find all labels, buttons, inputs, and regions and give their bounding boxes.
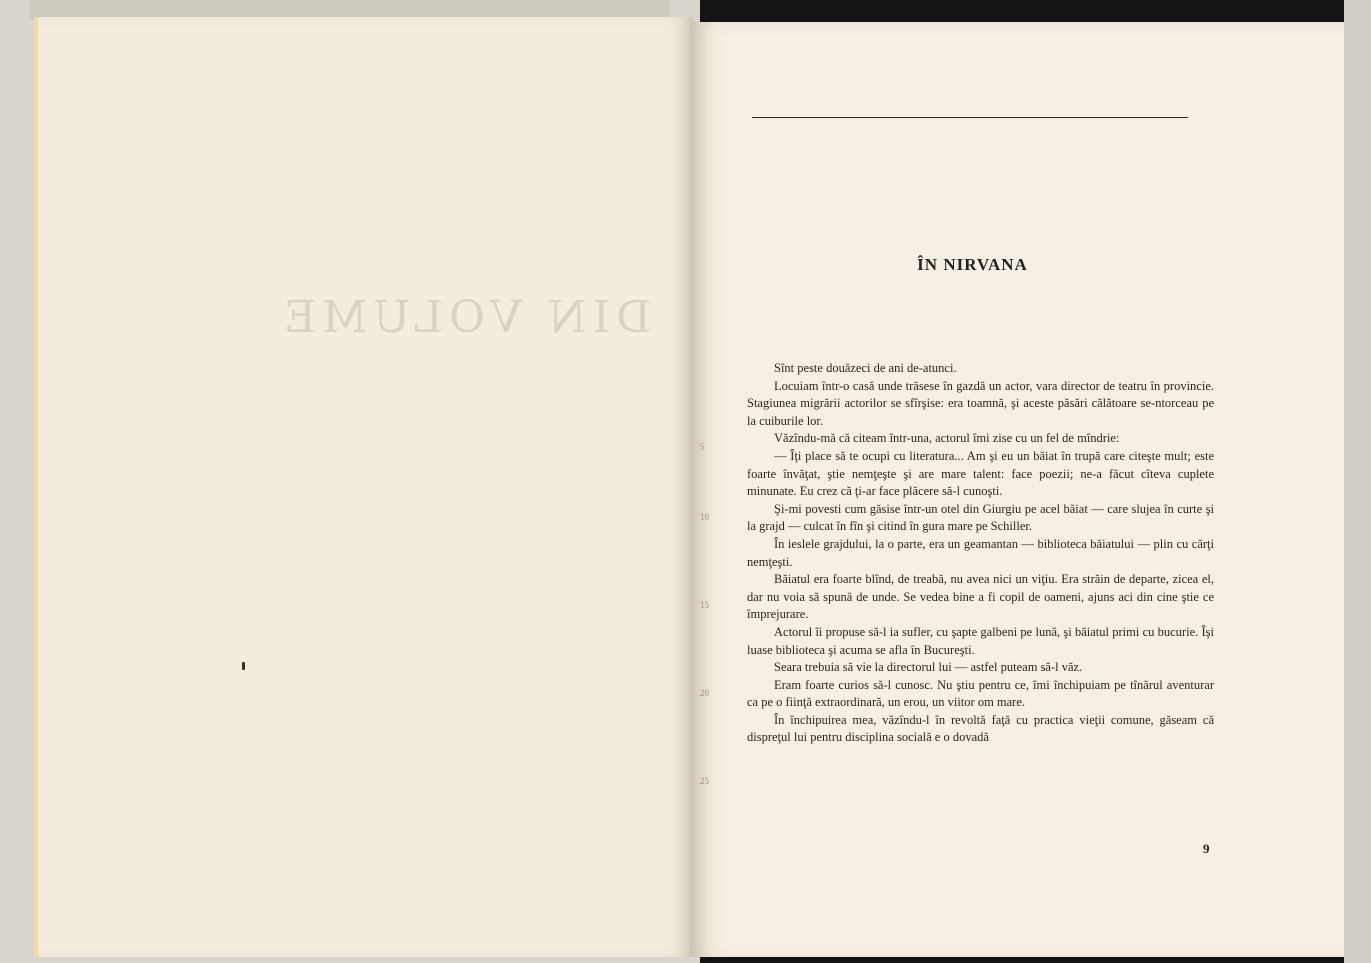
chapter-title: ÎN NIRVANA [917,255,1028,274]
paragraph: Băiatul era foarte blînd, de treabă, nu avea nici un viţiu. Era străin de departe, zicea el, dar nu voia să spună de unde. Se vedea bine a fi copil de oameni, ajuns aci din cine ştie ce împrejurare. [747,572,1214,622]
paragraph: Locuiam într-o casă unde trăsese în gazdă un actor, vara director de teatru în provincie. Stagiunea migrării actorilor se sfîrşise: era toamnă, şi aceste păsări călătoare se-ntorceau pe la cuiburile lor. [747,378,1214,428]
line-number: 25 [700,776,709,786]
paragraph: — Îţi place să te ocupi cu literatura... Am şi eu un băiat în trupă care citeşte mult; este foarte învăţat, ştie nemţeşte şi are mare talent: face poezii; ne-a făcut cîteva cuplete minunate. Eu crez că ţi-ar face plăcere să-l cunoşti. [747,448,1214,499]
line-number: 20 [700,688,709,698]
paragraph: În închipuirea mea, văzîndu-l în revoltă faţă cu practica vieţii comune, găseam că dispreţul lui pentru disciplina socială e o dovadă [747,712,1214,745]
paragraph: Seara trebuia să vie la directorul lui — astfel puteam să-l văz. [774,660,1083,675]
paragraph: Actorul îi propuse să-l ia sufler, cu şapte galbeni pe lună, şi băiatul primi cu bucurie. Îşi luase biblioteca şi acuma se afla în Bucureşti. [747,624,1214,657]
bleed-through-title: DIN VOLUME [278,292,652,343]
left-page [34,17,693,957]
header-rule [752,117,1188,118]
paragraph: Şi-mi povesti cum găsise într-un otel din Giurgiu pe acel băiat — care slujea în curte şi la grajd — culcat în fîn şi citind în gura mare pe Schiller. [747,501,1214,534]
paragraph: Eram foarte curios să-l cunosc. Nu ştiu pentru ce, îmi închipuiam pe tînărul aventurar ca pe o fiinţă extraordinară, un erou, un viitor om mare. [747,677,1214,710]
paragraph: Văzîndu-mă că citeam într-una, actorul îmi zise cu un fel de mîndrie: [774,431,1120,446]
paragraph: În ieslele grajdului, la o parte, era un geamantan — biblioteca băiatului — plin cu cărţi nemţeşti. [747,536,1214,569]
right-page [690,22,1344,957]
line-number: 15 [700,600,709,610]
line-number: 5 [700,442,705,452]
line-number: 10 [700,512,709,522]
page-number: 9 [1203,841,1210,856]
book-cover-right [1344,0,1371,963]
paragraph: Sînt peste douăzeci de ani de-atunci. [774,361,957,375]
ink-speck [242,662,245,670]
body-text [747,360,1214,747]
